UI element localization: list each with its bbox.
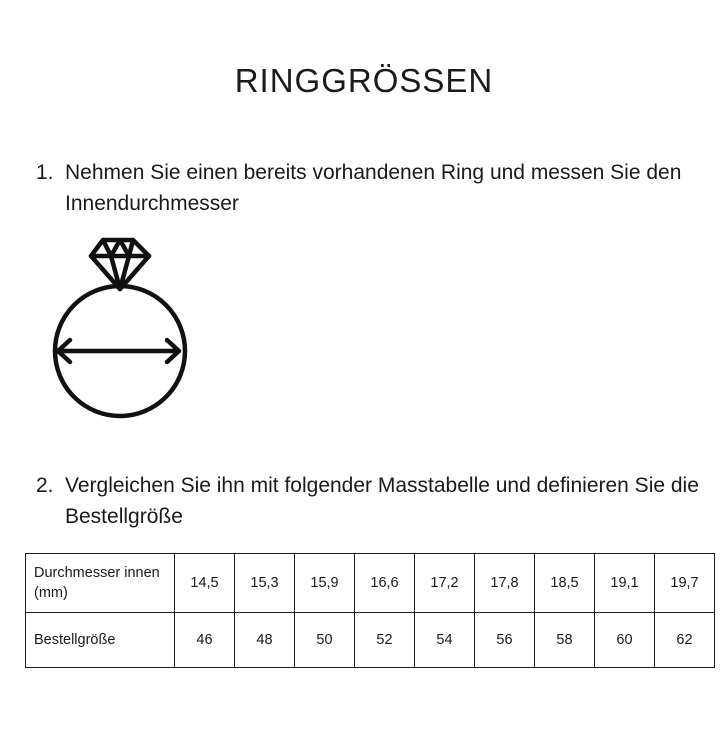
size-cell: 46 <box>175 613 235 668</box>
diameter-cell: 15,9 <box>295 554 355 613</box>
diameter-row <box>26 554 715 613</box>
size-cell: 60 <box>595 613 655 668</box>
size-row <box>26 613 715 668</box>
step-2-text: Vergleichen Sie ihn mit folgender Masstabelle und definieren Sie die Bestellgröße <box>65 474 699 528</box>
size-cell: 52 <box>355 613 415 668</box>
size-table <box>25 553 715 668</box>
size-cell: 62 <box>655 613 715 668</box>
size-cell: 56 <box>475 613 535 668</box>
row-label-diameter: Durchmesser innen (mm) <box>26 554 175 613</box>
diameter-cell: 15,3 <box>235 554 295 613</box>
diameter-cell: 17,8 <box>475 554 535 613</box>
size-cell: 58 <box>535 613 595 668</box>
diameter-cell: 19,7 <box>655 554 715 613</box>
diameter-cell: 17,2 <box>415 554 475 613</box>
size-cell: 48 <box>235 613 295 668</box>
diameter-cell: 14,5 <box>175 554 235 613</box>
ring-diameter-icon <box>50 232 192 422</box>
step-2 <box>36 470 716 532</box>
step-1-number: 1. <box>36 161 54 184</box>
diameter-cell: 16,6 <box>355 554 415 613</box>
step-2-number: 2. <box>36 474 54 497</box>
size-cell: 54 <box>415 613 475 668</box>
diameter-cell: 19,1 <box>595 554 655 613</box>
page-title: RINGGRÖSSEN <box>234 62 494 99</box>
step-1-text: Nehmen Sie einen bereits vorhandenen Ring und messen Sie den Innendurchmesser <box>65 161 682 215</box>
step-1 <box>36 157 716 219</box>
row-label-size: Bestellgröße <box>26 613 175 668</box>
size-cell: 50 <box>295 613 355 668</box>
diameter-cell: 18,5 <box>535 554 595 613</box>
